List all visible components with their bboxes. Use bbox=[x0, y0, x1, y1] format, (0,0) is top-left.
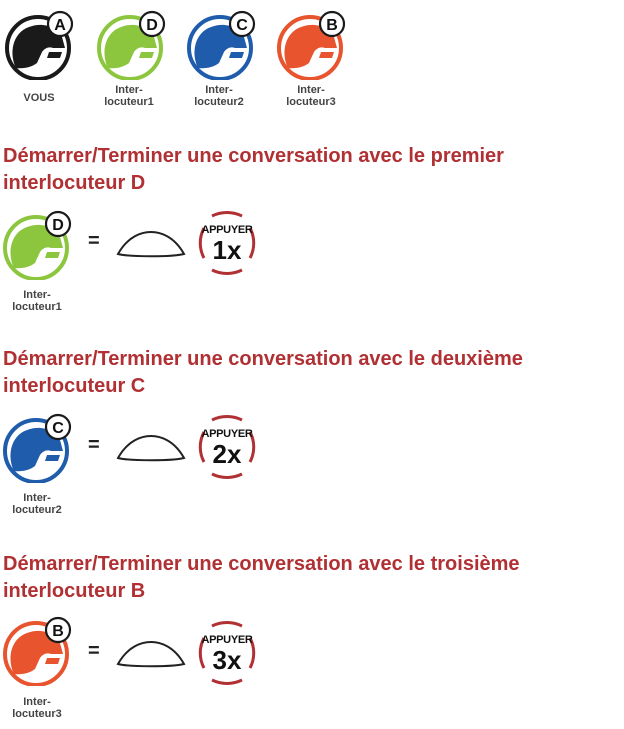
badge-letter: B bbox=[326, 17, 338, 34]
press-indicator bbox=[190, 210, 264, 276]
press-label: APPUYER bbox=[201, 224, 253, 236]
press-label: APPUYER bbox=[201, 428, 253, 440]
caption-line: locuteur1 bbox=[104, 96, 154, 108]
caption-line: Inter- bbox=[23, 696, 51, 708]
helmet-icon bbox=[184, 6, 258, 80]
legend-caption-a bbox=[8, 92, 70, 104]
equals-sign: = bbox=[88, 230, 100, 252]
helmet-icon bbox=[2, 6, 76, 80]
caption-line: Inter- bbox=[297, 84, 325, 96]
legend-helmet-d bbox=[94, 6, 168, 80]
badge-letter: C bbox=[236, 17, 248, 34]
intercom-caption bbox=[6, 289, 68, 313]
intercom-button bbox=[114, 226, 188, 260]
intercom-button bbox=[114, 636, 188, 670]
intercom-helmet-d bbox=[0, 206, 74, 280]
press-indicator bbox=[190, 620, 264, 686]
intercom-caption bbox=[6, 492, 68, 516]
section-title-line2: interlocuteur D bbox=[3, 172, 146, 194]
section-title bbox=[3, 143, 504, 197]
legend-caption-c bbox=[188, 84, 250, 108]
helmet-icon bbox=[0, 206, 74, 280]
intercom-button bbox=[114, 430, 188, 464]
intercom-helmet-c bbox=[0, 409, 74, 483]
press-count: 3x bbox=[212, 645, 242, 675]
legend-caption-d bbox=[98, 84, 160, 108]
intercom-caption bbox=[6, 696, 68, 720]
section-title-line2: interlocuteur C bbox=[3, 375, 146, 397]
legend-helmet-b bbox=[274, 6, 348, 80]
button-icon bbox=[114, 430, 188, 464]
section-title bbox=[3, 551, 520, 605]
legend-caption-b bbox=[280, 84, 342, 108]
caption-line: locuteur1 bbox=[12, 301, 62, 313]
section-title-line1: Démarrer/Terminer une conversation avec le troisième bbox=[3, 553, 520, 575]
press-indicator bbox=[190, 414, 264, 480]
intercom-helmet-b bbox=[0, 612, 74, 686]
badge-letter: A bbox=[54, 17, 66, 34]
helmet-icon bbox=[274, 6, 348, 80]
caption-line: locuteur2 bbox=[12, 504, 62, 516]
badge-letter: B bbox=[52, 623, 64, 640]
button-icon bbox=[114, 226, 188, 260]
equals-sign: = bbox=[88, 434, 100, 456]
helmet-icon bbox=[94, 6, 168, 80]
legend-helmet-a bbox=[2, 6, 76, 80]
section-title-line2: interlocuteur B bbox=[3, 580, 146, 602]
equals-sign: = bbox=[88, 640, 100, 662]
button-icon bbox=[114, 636, 188, 670]
badge-letter: D bbox=[52, 217, 64, 234]
helmet-icon bbox=[0, 612, 74, 686]
press-label: APPUYER bbox=[201, 634, 253, 646]
caption-line: Inter- bbox=[115, 84, 143, 96]
badge-letter: C bbox=[52, 420, 64, 437]
legend-helmet-c bbox=[184, 6, 258, 80]
caption-line: Inter- bbox=[205, 84, 233, 96]
section-title-line1: Démarrer/Terminer une conversation avec le deuxième bbox=[3, 348, 523, 370]
section-title bbox=[3, 346, 523, 400]
badge-letter: D bbox=[146, 17, 158, 34]
caption-line: locuteur2 bbox=[194, 96, 244, 108]
press-count: 1x bbox=[212, 235, 242, 265]
caption-line: Inter- bbox=[23, 289, 51, 301]
caption-line: Inter- bbox=[23, 492, 51, 504]
helmet-icon bbox=[0, 409, 74, 483]
caption-line: VOUS bbox=[23, 92, 55, 104]
press-count: 2x bbox=[212, 439, 242, 469]
caption-line: locuteur3 bbox=[12, 708, 62, 720]
caption-line: locuteur3 bbox=[286, 96, 336, 108]
section-title-line1: Démarrer/Terminer une conversation avec le premier bbox=[3, 145, 504, 167]
